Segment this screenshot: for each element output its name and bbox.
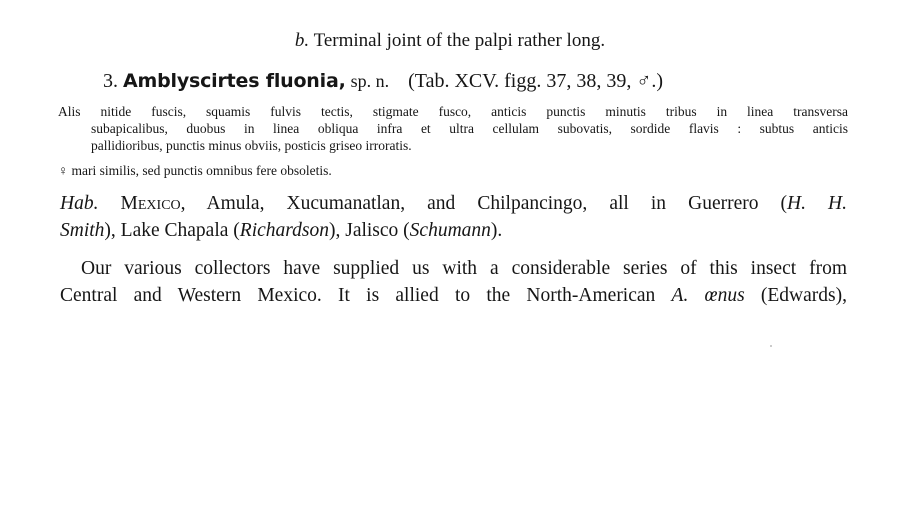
habitat-country: Mexico bbox=[120, 193, 181, 214]
paragraph-line-2 bbox=[60, 282, 847, 309]
species-status: sp. n. bbox=[350, 71, 390, 91]
plate-reference: (Tab. XCV. figg. 37, 38, 39, bbox=[408, 70, 632, 92]
body-paragraph bbox=[60, 255, 847, 309]
paragraph-line-2-b: (Edwards), bbox=[744, 285, 847, 306]
latin-line-1: Alis nitide fuscis, squamis fulvis tectis, stigmate fusco, anticis punctis minutis tribus in linea transversa bbox=[58, 104, 848, 119]
female-symbol: ♀ bbox=[58, 163, 69, 178]
subheading-text: Terminal joint of the palpi rather long. bbox=[313, 30, 606, 51]
habitat-localities-1: , Amula, Xucumanatlan, and Chilpancingo, all in Guerrero ( bbox=[180, 193, 788, 214]
latin-line-2: subapicalibus, duobus in linea obliqua infra et ultra cellulam subovatis, sordide flavis : subtus anticis bbox=[91, 121, 848, 136]
species-number: 3. bbox=[103, 70, 118, 92]
species-heading bbox=[103, 70, 663, 93]
habitat-localities-3: ), Jalisco ( bbox=[328, 220, 410, 241]
habitat-localities-2: ), Lake Chapala ( bbox=[104, 220, 240, 241]
habitat-line-1 bbox=[60, 190, 847, 217]
paper-speck bbox=[770, 345, 772, 347]
paragraph-line-1: Our various collectors have supplied us with a considerable series of this insect from bbox=[81, 258, 847, 279]
male-symbol: ♂ bbox=[636, 70, 652, 92]
habitat-paragraph bbox=[60, 190, 847, 244]
habitat-collector-3: Schumann bbox=[409, 220, 491, 241]
habitat-collector-1b: Smith bbox=[60, 220, 105, 241]
habitat-collector-2: Richardson bbox=[239, 220, 329, 241]
subheading-letter: b. bbox=[294, 30, 310, 51]
female-note bbox=[58, 163, 332, 179]
related-species: A. œnus bbox=[671, 285, 745, 306]
habitat-label: Hab. bbox=[60, 193, 99, 214]
species-name: Amblyscirtes fluonia, bbox=[123, 70, 346, 92]
plate-reference-close: .) bbox=[651, 70, 664, 92]
section-subheading bbox=[0, 30, 900, 52]
habitat-line-2 bbox=[60, 217, 847, 244]
habitat-end: ). bbox=[490, 220, 503, 241]
latin-description bbox=[58, 103, 848, 154]
female-note-text: mari similis, sed punctis omnibus fere obsoletis. bbox=[71, 163, 332, 178]
paragraph-line-2-a: Central and Western Mexico. It is allied to the North-American bbox=[60, 285, 672, 306]
latin-line-3: pallidioribus, punctis minus obviis, posticis griseo irroratis. bbox=[91, 138, 412, 153]
habitat-collector-1: H. H. bbox=[787, 193, 848, 214]
